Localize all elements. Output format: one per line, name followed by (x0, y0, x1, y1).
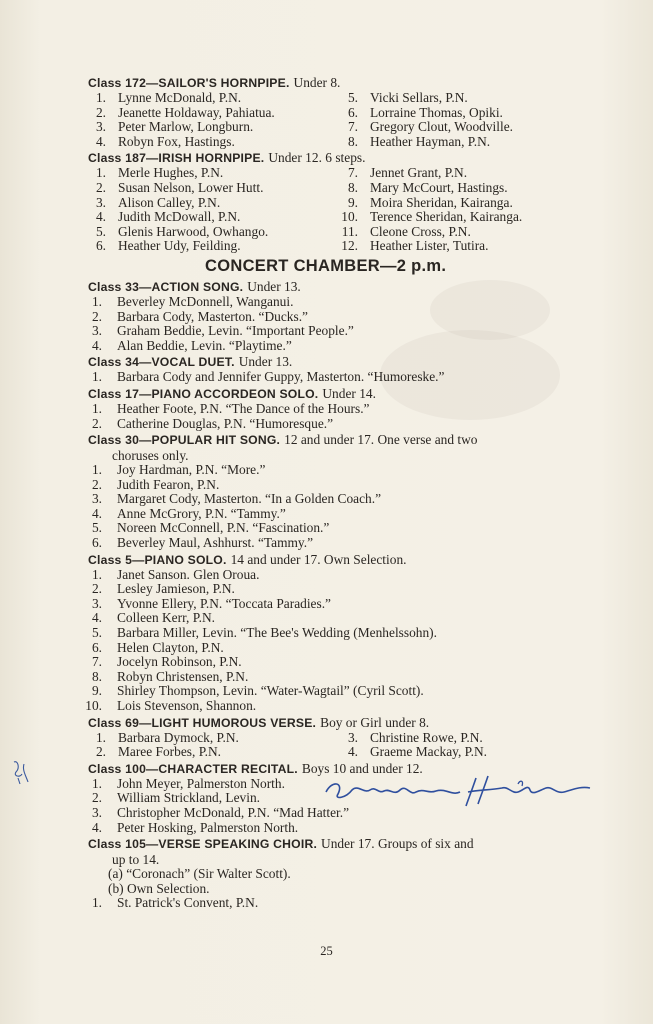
entry-row (0, 641, 653, 656)
entry-row (0, 135, 653, 150)
entry-number: 1. (91, 400, 102, 416)
class-heading (0, 353, 653, 370)
entry-number: 1. (91, 566, 102, 582)
class-block (0, 385, 653, 431)
entry-row (0, 181, 653, 196)
entry-text: St. Patrick's Convent, P.N. (117, 895, 259, 911)
entry-name: Cleone Cross, P.N. (370, 223, 471, 239)
entry-number: 3. (95, 119, 106, 135)
entry-number: 2. (91, 581, 102, 597)
entry-text: Barbara Miller, Levin. “The Bee's Wedding (Menhelssohn). (117, 625, 437, 641)
class-heading (0, 278, 653, 295)
entry-number: 2. (91, 476, 102, 492)
class-block (0, 714, 653, 760)
class-heading (0, 835, 653, 852)
class-heading (0, 149, 653, 166)
entry-number: 6. (347, 104, 358, 120)
entry-text: Jocelyn Robinson, P.N. (117, 654, 242, 670)
entry-row (0, 478, 653, 493)
entry-text: John Meyer, Palmerston North. (117, 775, 285, 791)
entry-text: Beverley Maul, Ashhurst. “Tammy.” (117, 535, 314, 551)
entry-number: 3. (91, 595, 102, 611)
entry-row (0, 402, 653, 417)
class-label: Class 100—CHARACTER RECITAL. (88, 761, 298, 776)
entry-number: 6. (91, 639, 102, 655)
two-column-classes-top (0, 74, 653, 254)
entry-row (0, 166, 653, 181)
entry-text: Robyn Christensen, P.N. (117, 668, 249, 684)
entry-text: Heather Foote, P.N. “The Dance of the Hours.” (117, 400, 370, 416)
entry-name: Jeanette Holdaway, Pahiatua. (118, 104, 275, 120)
entry-number: 10. (341, 209, 358, 225)
entry-row (0, 210, 653, 225)
class-description: Under 8. (293, 75, 341, 90)
entry-number: 1. (95, 165, 106, 181)
entry-text: Colleen Kerr, P.N. (117, 610, 216, 626)
entry-name: Vicki Sellars, P.N. (370, 90, 468, 105)
entry-number: 4. (91, 610, 102, 626)
entry-row (0, 120, 653, 135)
entry-number: 7. (347, 165, 358, 181)
entry-text: Christopher McDonald, P.N. “Mad Hatter.” (117, 804, 350, 820)
two-column-class-69 (0, 714, 653, 760)
entry-name: Heather Hayman, P.N. (370, 133, 491, 149)
entry-text: Barbara Cody and Jennifer Guppy, Masterton. “Humoreske.” (117, 369, 445, 385)
entry-name: Christine Rowe, P.N. (370, 729, 483, 745)
entry-row (0, 310, 653, 325)
class-description: Boys 10 and under 12. (301, 760, 423, 776)
entry-number: 3. (91, 491, 102, 507)
entry-row (0, 295, 653, 310)
entry-text: Alan Beddie, Levin. “Playtime.” (117, 337, 292, 353)
class-block (0, 835, 653, 911)
entry-text: Anne McGrory, P.N. “Tammy.” (117, 505, 286, 521)
entry-number: 5. (91, 625, 102, 641)
entry-number: 1. (95, 90, 106, 105)
class-label: Class 69—LIGHT HUMOROUS VERSE. (88, 715, 317, 730)
entry-number: 1. (91, 293, 102, 309)
entry-number: 3. (347, 729, 358, 745)
entry-name: Judith McDowall, P.N. (118, 209, 241, 225)
entry-row (0, 699, 653, 714)
entry-number: 9. (347, 194, 358, 210)
class-block (0, 551, 653, 714)
class-label: Class 34—VOCAL DUET. (88, 355, 235, 370)
entry-name: Maree Forbes, P.N. (118, 744, 222, 760)
class-description: Boy or Girl under 8. (320, 714, 430, 730)
entry-row (0, 417, 653, 432)
entry-name: Heather Udy, Feilding. (118, 238, 241, 254)
entry-name: Graeme Mackay, P.N. (370, 744, 488, 760)
entry-row (0, 821, 653, 836)
entry-number: 1. (91, 462, 102, 478)
entry-name: Heather Lister, Tutira. (370, 238, 489, 254)
class-label: Class 105—VERSE SPEAKING CHOIR. (88, 837, 318, 852)
entry-row (0, 370, 653, 385)
entry-number: 4. (347, 744, 358, 760)
entry-number: 9. (91, 683, 102, 699)
entry-number: 2. (95, 104, 106, 120)
entry-number: 4. (95, 209, 106, 225)
entry-text: Lois Stevenson, Shannon. (117, 698, 257, 713)
entry-text: Janet Sanson. Glen Oroua. (117, 566, 260, 582)
class-heading (0, 74, 653, 91)
class-heading (0, 714, 653, 731)
entry-name: Lynne McDonald, P.N. (118, 90, 242, 105)
entry-number: 2. (91, 415, 102, 431)
entry-number: 1. (91, 369, 102, 385)
entry-text: Graham Beddie, Levin. “Important People.” (117, 323, 354, 339)
entry-row (0, 896, 653, 911)
class-description: Under 13. (238, 354, 293, 370)
entry-row (0, 611, 653, 626)
entry-number: 1. (95, 729, 106, 745)
entry-text: Beverley McDonnell, Wanganui. (117, 293, 294, 309)
entry-text: Catherine Douglas, P.N. “Humoresque.” (117, 415, 334, 431)
entry-number: 1. (91, 775, 102, 791)
entry-name: Merle Hughes, P.N. (118, 165, 224, 181)
entry-row (0, 225, 653, 240)
entry-name: Robyn Fox, Hastings. (118, 133, 235, 149)
entry-row (0, 670, 653, 685)
entry-number: 12. (341, 238, 358, 254)
entry-row (0, 597, 653, 612)
entry-row (0, 507, 653, 522)
entry-text: Helen Clayton, P.N. (117, 639, 224, 655)
entry-text: Lesley Jamieson, P.N. (117, 581, 235, 597)
entry-text: Peter Hosking, Palmerston North. (117, 819, 299, 835)
option-text: (a) “Coronach” (Sir Walter Scott). (108, 866, 291, 882)
entry-row (0, 745, 653, 760)
entry-number: 2. (91, 790, 102, 806)
entry-number: 6. (95, 238, 106, 254)
option-text: (b) Own Selection. (108, 880, 210, 896)
entry-text: Joy Hardman, P.N. “More.” (117, 462, 266, 478)
entry-row (0, 521, 653, 536)
handwritten-signature (318, 770, 598, 810)
entry-name: Barbara Dymock, P.N. (118, 729, 239, 745)
entry-number: 8. (91, 668, 102, 684)
class-block (0, 431, 653, 551)
concert-chamber-heading: CONCERT CHAMBER—2 p.m. (205, 256, 447, 275)
option-row (0, 867, 653, 882)
entry-row (0, 91, 653, 106)
entry-row (0, 568, 653, 583)
entry-number: 4. (91, 337, 102, 353)
class-description-continued: up to 14. (112, 852, 160, 868)
entry-number: 8. (347, 133, 358, 149)
entry-number: 6. (91, 535, 102, 551)
entry-row (0, 492, 653, 507)
class-description: Under 17. Groups of six and (321, 836, 474, 852)
entry-text: Yvonne Ellery, P.N. “Toccata Paradies.” (117, 595, 331, 611)
entry-row (0, 196, 653, 211)
class-label: Class 33—ACTION SONG. (88, 279, 244, 294)
margin-pen-mark (10, 758, 32, 786)
entry-row (0, 684, 653, 699)
entry-name: Mary McCourt, Hastings. (370, 179, 508, 195)
entry-row (0, 582, 653, 597)
class-block (0, 74, 653, 149)
entry-name: Peter Marlow, Longburn. (118, 119, 254, 135)
entry-number: 3. (91, 804, 102, 820)
class-description: Under 13. (247, 278, 301, 294)
class-label: Class 30—POPULAR HIT SONG. (88, 433, 281, 448)
class-block (0, 149, 653, 254)
entry-number: 4. (91, 819, 102, 835)
entry-row (0, 626, 653, 641)
class-label: Class 17—PIANO ACCORDEON SOLO. (88, 386, 319, 401)
entry-name: Susan Nelson, Lower Hutt. (118, 179, 264, 195)
entry-name: Glenis Harwood, Owhango. (118, 223, 269, 239)
entry-text: Barbara Cody, Masterton. “Ducks.” (117, 308, 309, 324)
entry-number: 5. (347, 90, 358, 105)
entry-row (0, 731, 653, 746)
entry-name: Moira Sheridan, Kairanga. (370, 194, 513, 210)
entry-row (0, 463, 653, 478)
page-number: 25 (320, 944, 333, 958)
single-column-classes (0, 278, 653, 714)
entry-text: Margaret Cody, Masterton. “In a Golden Coach.” (117, 491, 382, 507)
class-description: 14 and under 17. Own Selection. (230, 551, 407, 567)
entry-row (0, 324, 653, 339)
class-description: 12 and under 17. One verse and two (284, 432, 478, 448)
entry-number: 8. (347, 179, 358, 195)
class-options (0, 867, 653, 896)
class-block (0, 353, 653, 385)
class-label: Class 172—SAILOR'S HORNPIPE. (88, 76, 290, 90)
class-description: Under 14. (322, 385, 376, 401)
class-heading (0, 551, 653, 568)
entry-row (0, 655, 653, 670)
entry-name: Jennet Grant, P.N. (370, 165, 468, 181)
class-block (0, 278, 653, 353)
entry-text: Judith Fearon, P.N. (117, 476, 220, 492)
entry-number: 3. (91, 323, 102, 339)
entry-number: 7. (91, 654, 102, 670)
entry-name: Lorraine Thomas, Opiki. (370, 104, 503, 120)
entry-row (0, 536, 653, 551)
entry-number: 2. (95, 179, 106, 195)
entry-number: 2. (91, 308, 102, 324)
class-heading (0, 431, 653, 448)
class-description: Under 12. 6 steps. (268, 150, 366, 166)
class-heading (0, 385, 653, 402)
entry-number: 2. (95, 744, 106, 760)
entry-row (0, 339, 653, 354)
entry-name: Gregory Clout, Woodville. (370, 119, 513, 135)
entry-number: 5. (91, 520, 102, 536)
class-description-continued: choruses only. (112, 448, 189, 464)
entry-number: 5. (95, 223, 106, 239)
entry-number: 1. (91, 895, 102, 911)
entry-number: 3. (95, 194, 106, 210)
entry-text: William Strickland, Levin. (117, 790, 261, 806)
entry-number: 10. (85, 698, 102, 713)
entry-number: 11. (341, 223, 358, 239)
entry-row (0, 106, 653, 121)
class-label: Class 5—PIANO SOLO. (88, 552, 227, 567)
entry-name: Terence Sheridan, Kairanga. (370, 209, 523, 225)
entry-number: 4. (95, 133, 106, 149)
entry-number: 4. (91, 505, 102, 521)
entry-text: Noreen McConnell, P.N. “Fascination.” (117, 520, 330, 536)
option-row (0, 882, 653, 897)
entry-number: 7. (347, 119, 358, 135)
verse-speaking-choir-class (0, 835, 653, 911)
class-label: Class 187—IRISH HORNPIPE. (88, 151, 265, 166)
entry-text: Shirley Thompson, Levin. “Water-Wagtail” (Cyril Scott). (117, 683, 424, 699)
entry-name: Alison Calley, P.N. (118, 194, 221, 210)
entry-row (0, 239, 653, 254)
